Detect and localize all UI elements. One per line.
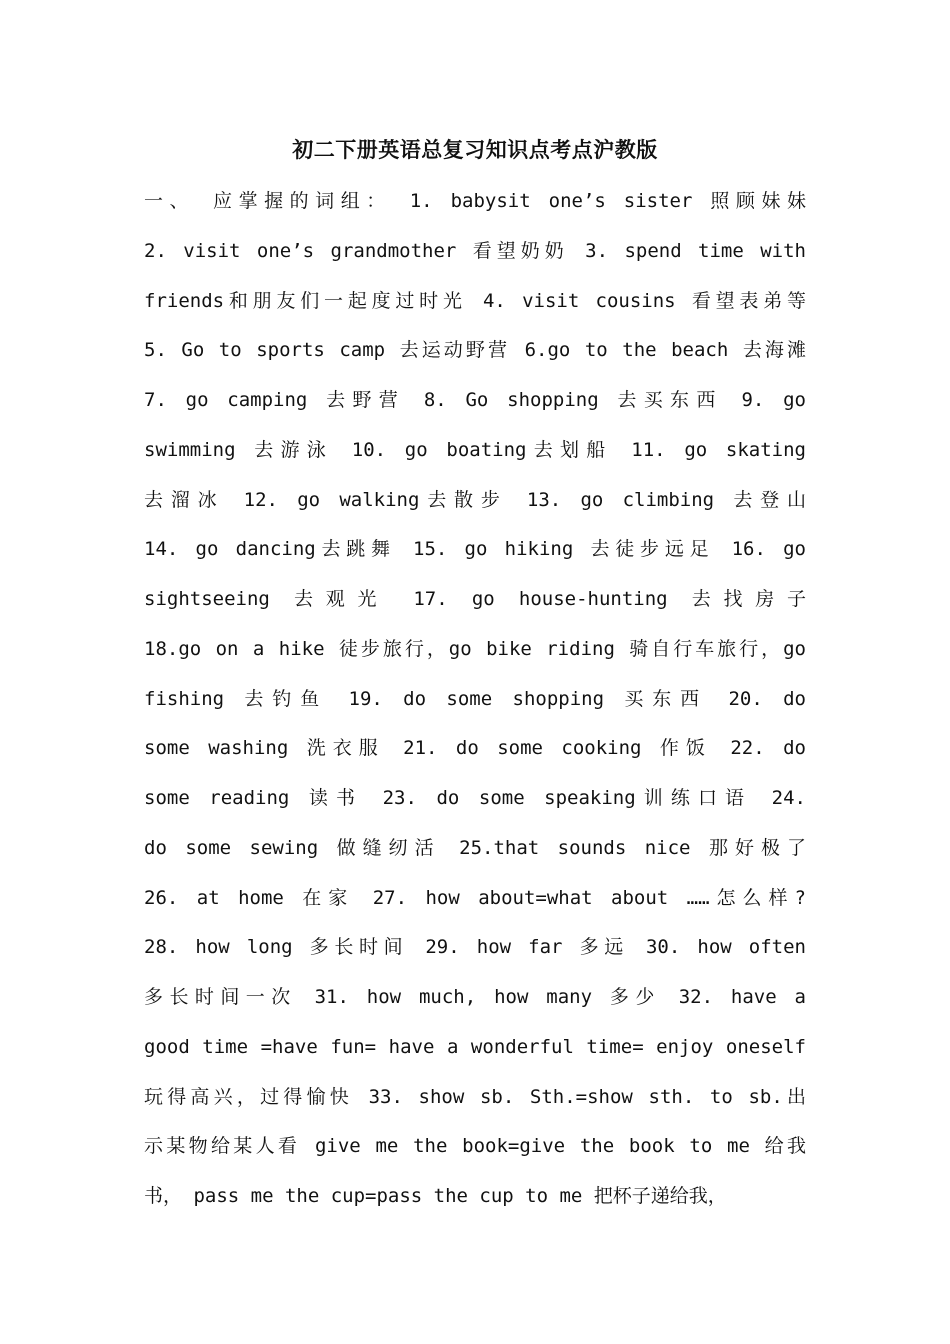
body-line: 14. go dancing去跳舞 15. go hiking 去徒步远足 16. go xyxy=(144,538,806,561)
body-line: fishing 去钓鱼 19. do some shopping 买东西 20. do xyxy=(144,687,806,710)
body-line: good time =have fun= have a wonderful time= enjoy oneself xyxy=(144,1035,806,1058)
body-line: 玩得高兴，过得愉快 33. show sb. Sth.=show sth. to sb.出 xyxy=(144,1085,806,1108)
body-line: 5. Go to sports camp 去运动野营 6.go to the beach 去海滩 xyxy=(144,339,806,362)
body-line: 28. how long 多长时间 29. how far 多远 30. how often xyxy=(144,936,806,959)
body-line: 7. go camping 去野营 8. Go shopping 去买东西 9. go xyxy=(144,389,806,411)
document-title: 初二下册英语总复习知识点考点沪教版 xyxy=(292,138,658,162)
body-line: 去溜冰 12. go walking去散步 13. go climbing 去登山 xyxy=(144,488,806,511)
body-line: some reading 读书 23. do some speaking训练口语 24. xyxy=(144,787,806,809)
body-line: 2. visit one’s grandmother 看望奶奶 3. spend time with xyxy=(144,239,806,262)
body-line: sightseeing 去观光 17. go house-hunting 去找房子 xyxy=(144,588,806,610)
body-line: 书， pass me the cup=pass the cup to me 把杯子递给我， xyxy=(144,1185,727,1207)
body-line: friends和朋友们一起度过时光 4. visit cousins 看望表弟等 xyxy=(144,289,806,312)
body-line: 示某物给某人看 give me the book=give the book to me 给我 xyxy=(144,1135,806,1158)
body-line: swimming 去游泳 10. go boating去划船 11. go skating xyxy=(144,438,806,461)
document-body xyxy=(144,181,806,1226)
body-line: some washing 洗衣服 21. do some cooking 作饭 22. do xyxy=(144,737,806,760)
body-line: do some sewing 做缝纫活 25.that sounds nice 那好极了 xyxy=(144,836,806,859)
body-line: 一、 应掌握的词组： 1. babysit one’s sister 照顾妹妹 xyxy=(144,190,806,212)
body-line: 多长时间一次 31. how much, how many 多少 32. have a xyxy=(144,986,806,1008)
body-line: 26. at home 在家 27. how about=what about ……怎么样? xyxy=(144,886,806,909)
body-line: 18.go on a hike 徒步旅行，go bike riding 骑自行车旅行，go xyxy=(144,637,806,660)
